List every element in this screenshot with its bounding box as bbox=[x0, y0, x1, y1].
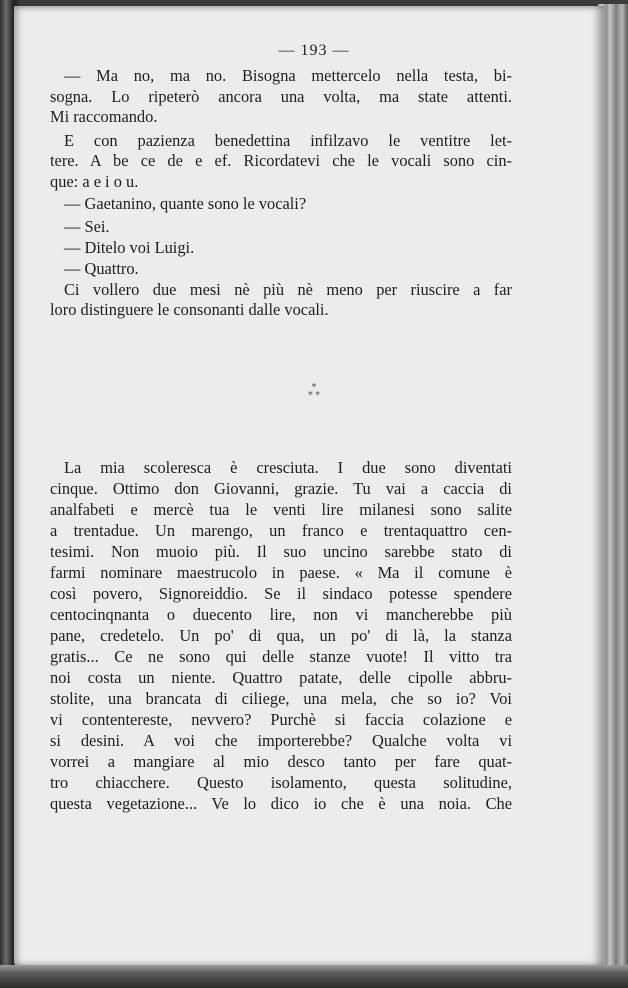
text-line: analfabeti e mercè tua le venti lire milanesi sono salite bbox=[50, 500, 512, 519]
text-line: — Ditelo voi Luigi. bbox=[64, 238, 195, 257]
text-line: que: a e i o u. bbox=[50, 172, 139, 191]
text-line: La mia scoleresca è cresciuta. I due sono diventati bbox=[64, 458, 512, 477]
text-line: stolite, una brancata di ciliege, una mela, che so io? Voi bbox=[50, 689, 512, 708]
text-line: Mi raccomando. bbox=[50, 107, 158, 126]
section-break-asterism bbox=[0, 384, 628, 400]
text-line: sogna. Lo ripeterò ancora una volta, ma state attenti. bbox=[50, 86, 512, 106]
text-line: cinque. Ottimo don Giovanni, grazie. Tu vai a caccia di bbox=[50, 479, 512, 498]
asterism-bottom: * * bbox=[308, 391, 320, 401]
text-line: a trentadue. Un marengo, un franco e trentaquattro cen- bbox=[50, 521, 512, 540]
text-line: — Quattro. bbox=[64, 259, 139, 278]
text-line: tesimi. Non muoio più. Il suo uncino sarebbe stato di bbox=[50, 542, 512, 561]
text-line: questa vegetazione... Ve lo dico io che è una noia. Che bbox=[50, 794, 512, 813]
text-line: si desini. A voi che importerebbe? Qualche volta vi bbox=[50, 731, 512, 750]
text-line: così povero, Signoreiddio. Se il sindaco potesse spendere bbox=[50, 584, 512, 603]
text-line: farmi nominare maestrucolo in paese. « Ma il comune è bbox=[50, 563, 512, 582]
text-line: vi contentereste, nevvero? Purchè si faccia colazione e bbox=[50, 710, 512, 729]
text-line: — Gaetanino, quante sono le vocali? bbox=[64, 194, 307, 213]
text-line: Ci vollero due mesi nè più nè meno per riuscire a far bbox=[64, 280, 512, 299]
scan-bottom-edge bbox=[0, 965, 628, 988]
page-number: — 193 — bbox=[278, 42, 350, 59]
text-line: vorrei a mangiare al mio desco tanto per fare quat- bbox=[50, 752, 512, 771]
text-line: E con pazienza benedettina infilzavo le ventitre let- bbox=[64, 131, 512, 150]
text-line: gratis... Ce ne sono qui delle stanze vuote! Il vitto tra bbox=[50, 647, 512, 666]
text-line: — Ma no, ma no. Bisogna mettercelo nella testa, bi- bbox=[64, 66, 512, 85]
text-line: loro distinguere le consonanti dalle vocali. bbox=[50, 300, 329, 319]
text-line: — Sei. bbox=[64, 217, 110, 236]
text-line: tere. A be ce de e ef. Ricordatevi che le vocali sono cin- bbox=[50, 151, 512, 170]
text-line: noi costa un niente. Quattro patate, delle cipolle abbru- bbox=[50, 668, 512, 687]
text-line: centocinqnanta o duecento lire, non vi mancherebbe più bbox=[50, 605, 512, 624]
text-line: tro chiacchere. Questo isolamento, questa solitudine, bbox=[50, 773, 512, 792]
text-line: pane, credetelo. Un po' di qua, un po' di là, la stanza bbox=[50, 626, 512, 645]
asterism-top: * bbox=[311, 383, 317, 393]
